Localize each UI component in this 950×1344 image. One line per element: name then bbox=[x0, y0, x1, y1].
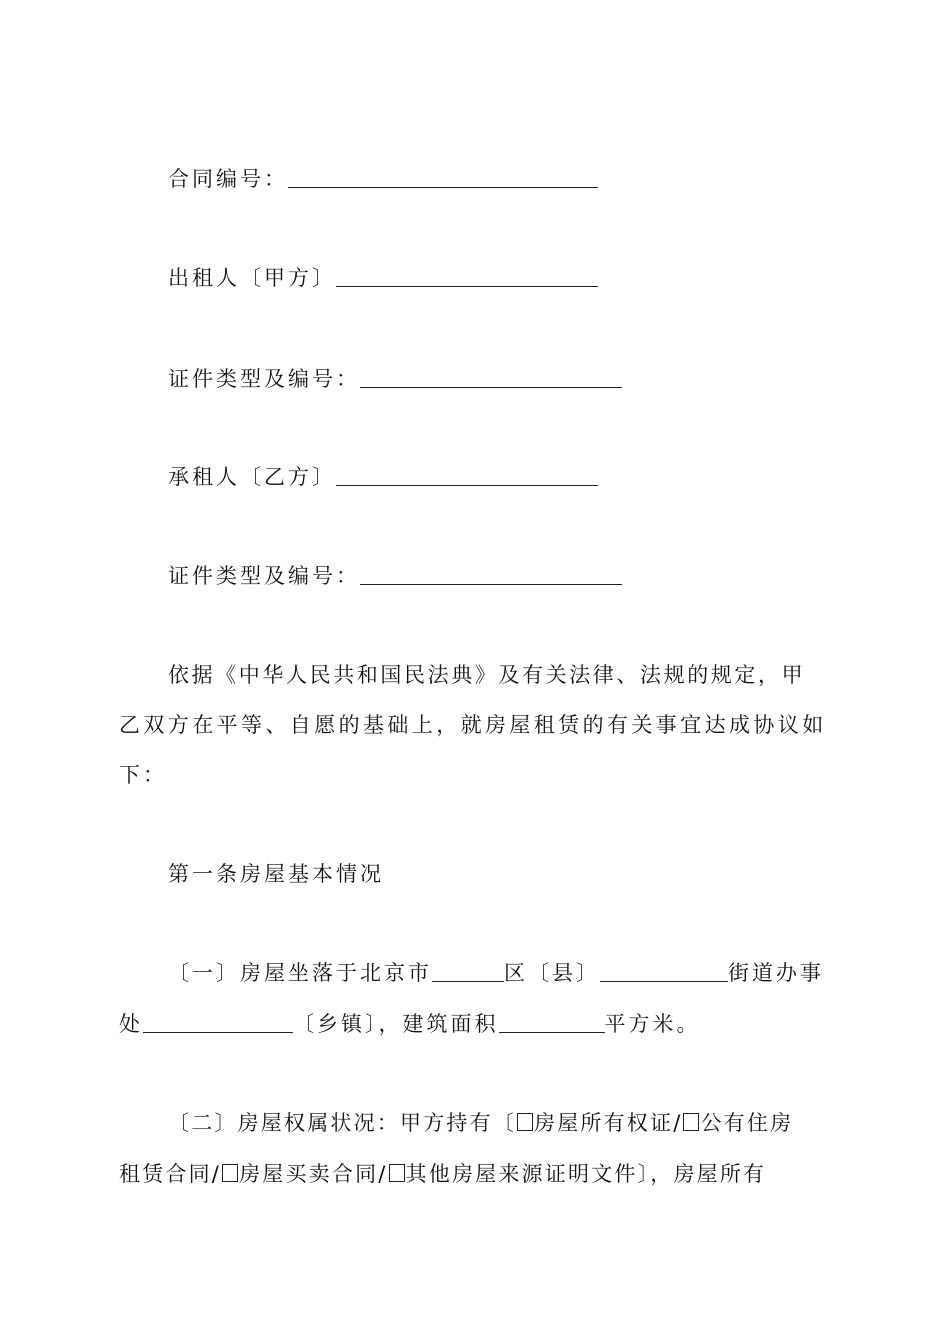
ownership-cert-checkbox[interactable] bbox=[517, 1113, 533, 1131]
contract-number-label: 合同编号： bbox=[168, 167, 288, 191]
other-proof-checkbox[interactable] bbox=[389, 1164, 405, 1182]
item-1-line-1 bbox=[168, 960, 824, 986]
district-blank[interactable] bbox=[432, 961, 504, 982]
item-1-line-2 bbox=[119, 1011, 701, 1037]
township-blank[interactable] bbox=[143, 1012, 293, 1033]
item-1-text-d: 处 bbox=[119, 1012, 143, 1036]
item-2-text-e: 房屋买卖合同/ bbox=[239, 1162, 388, 1186]
item-2-text-c: 公有住房 bbox=[700, 1111, 794, 1135]
lessor-id-blank[interactable] bbox=[360, 367, 622, 388]
item-2-line-1 bbox=[168, 1110, 793, 1136]
intro-line-2 bbox=[119, 712, 831, 738]
lessor-id-line bbox=[168, 366, 622, 392]
lessor-id-label: 证件类型及编号： bbox=[168, 367, 360, 391]
lessor-label: 出租人〔甲方〕 bbox=[168, 266, 336, 290]
contract-number-blank[interactable] bbox=[288, 167, 598, 188]
item-2-text-a: 〔二〕房屋权属状况：甲方持有〔 bbox=[168, 1111, 516, 1135]
item-2-text-d: 租赁合同/ bbox=[119, 1162, 222, 1186]
contract-number-line bbox=[168, 166, 598, 192]
lessor-blank[interactable] bbox=[336, 266, 598, 287]
street-blank[interactable] bbox=[600, 961, 728, 982]
item-2-text-b: 房屋所有权证/ bbox=[534, 1111, 683, 1135]
item-2-text-f: 其他房屋来源证明文件〕，房屋所有 bbox=[405, 1162, 767, 1186]
lessee-blank[interactable] bbox=[336, 465, 598, 486]
lessee-line bbox=[168, 464, 598, 490]
lessee-label: 承租人〔乙方〕 bbox=[168, 465, 336, 489]
item-1-text-e: 〔乡镇〕，建筑面积 bbox=[293, 1012, 499, 1036]
area-blank[interactable] bbox=[499, 1012, 605, 1033]
lessee-id-line bbox=[168, 563, 622, 589]
item-1-text-a: 〔一〕房屋坐落于北京市 bbox=[168, 961, 432, 985]
article-1-title-text: 第一条房屋基本情况 bbox=[168, 862, 384, 886]
public-housing-checkbox[interactable] bbox=[683, 1113, 699, 1131]
intro-text-2: 乙双方在平等、自愿的基础上，就房屋租赁的有关事宜达成协议如 bbox=[119, 713, 827, 737]
lessor-line bbox=[168, 265, 598, 291]
intro-line-1 bbox=[168, 662, 830, 688]
item-1-text-f: 平方米。 bbox=[604, 1012, 701, 1036]
item-2-line-2 bbox=[119, 1161, 766, 1187]
article-1-title bbox=[168, 861, 384, 887]
item-1-text-c: 街道办事 bbox=[728, 961, 824, 985]
lessee-id-blank[interactable] bbox=[360, 564, 622, 585]
intro-line-3 bbox=[119, 762, 167, 788]
intro-text-1: 依据《中华人民共和国民法典》及有关法律、法规的规定，甲 bbox=[168, 663, 806, 687]
sale-contract-checkbox[interactable] bbox=[222, 1164, 238, 1182]
item-1-text-b: 区〔县〕 bbox=[504, 961, 600, 985]
lessee-id-label: 证件类型及编号： bbox=[168, 564, 360, 588]
intro-text-3: 下： bbox=[119, 763, 167, 787]
